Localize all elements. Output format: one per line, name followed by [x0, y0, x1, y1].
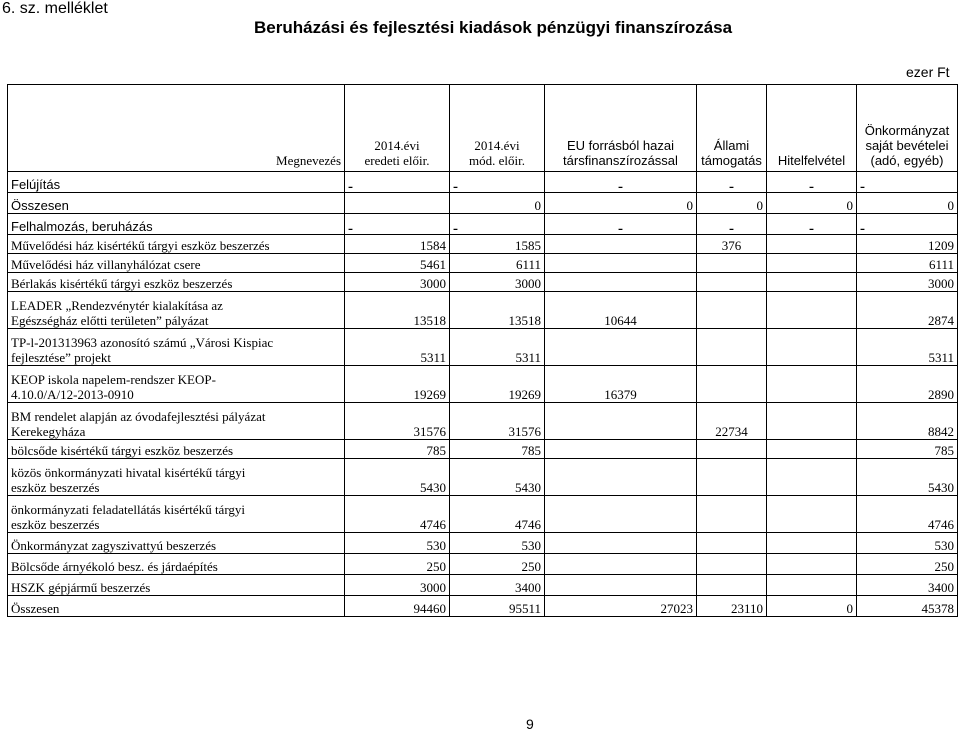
dash-cell: -: [545, 214, 697, 235]
loan-value: [767, 254, 857, 273]
dash-cell: -: [450, 214, 545, 235]
modified-value: 19269: [450, 366, 545, 403]
header-modified-plan: 2014.évi mód. előir.: [450, 85, 545, 172]
state-value: [697, 575, 767, 596]
row-name: KEOP iskola napelem-rendszer KEOP- 4.10.0/A/12-2013-0910: [8, 366, 345, 403]
table-row: [8, 273, 958, 292]
page-number: 9: [526, 716, 534, 732]
total-loan: 0: [767, 596, 857, 617]
original-value: 530: [345, 533, 450, 554]
unit-label: ezer Ft: [906, 64, 950, 80]
loan-value: [767, 273, 857, 292]
loan-value: [767, 292, 857, 329]
row-name: közös önkormányzati hivatal kisértékű tárgyi eszköz beszerzés: [8, 459, 345, 496]
row-name: BM rendelet alapján az óvodafejlesztési pályázat Kerekegyháza: [8, 403, 345, 440]
table-row: [8, 496, 958, 533]
own-value: 250: [857, 554, 958, 575]
table-row: [8, 554, 958, 575]
total-eu: 0: [545, 193, 697, 214]
table-row: [8, 459, 958, 496]
state-value: 376: [697, 235, 767, 254]
own-value: 2874: [857, 292, 958, 329]
loan-value: [767, 459, 857, 496]
dash-cell: -: [767, 214, 857, 235]
total-modified: 95511: [450, 596, 545, 617]
dash-cell: -: [767, 172, 857, 193]
state-value: [697, 459, 767, 496]
loan-value: [767, 329, 857, 366]
table-row: [8, 403, 958, 440]
row-name: önkormányzati feladatellátás kisértékű tárgyi eszköz beszerzés: [8, 496, 345, 533]
table-row: [8, 366, 958, 403]
header-row: [8, 85, 958, 172]
row-name: HSZK gépjármű beszerzés: [8, 575, 345, 596]
eu-value: [545, 459, 697, 496]
state-value: [697, 554, 767, 575]
table-row: [8, 235, 958, 254]
own-value: 1209: [857, 235, 958, 254]
total-loan: 0: [767, 193, 857, 214]
own-value: 4746: [857, 496, 958, 533]
total-modified: 0: [450, 193, 545, 214]
own-value: 5430: [857, 459, 958, 496]
row-name: TP-l-201313963 azonosító számú „Városi Kispiac fejlesztése” projekt: [8, 329, 345, 366]
eu-value: [545, 440, 697, 459]
section-label: Felhalmozás, beruházás: [8, 214, 345, 235]
own-value: 8842: [857, 403, 958, 440]
row-name: Művelődési ház kisértékű tárgyi eszköz beszerzés: [8, 235, 345, 254]
total-eu: 27023: [545, 596, 697, 617]
section-label: Felújítás: [8, 172, 345, 193]
eu-value: [545, 533, 697, 554]
modified-value: 530: [450, 533, 545, 554]
loan-value: [767, 235, 857, 254]
table-row: [8, 254, 958, 273]
loan-value: [767, 496, 857, 533]
eu-value: [545, 273, 697, 292]
modified-value: 785: [450, 440, 545, 459]
dash-cell: -: [345, 172, 450, 193]
financing-table: [7, 84, 958, 617]
loan-value: [767, 440, 857, 459]
row-name: Önkormányzat zagyszivattyú beszerzés: [8, 533, 345, 554]
loan-value: [767, 554, 857, 575]
total-own: 0: [857, 193, 958, 214]
eu-value: 10644: [545, 292, 697, 329]
section-renovation: [8, 172, 958, 193]
own-value: 785: [857, 440, 958, 459]
dash-cell: -: [697, 214, 767, 235]
state-value: [697, 273, 767, 292]
original-value: 5311: [345, 329, 450, 366]
table-row: [8, 440, 958, 459]
eu-value: 16379: [545, 366, 697, 403]
loan-value: [767, 366, 857, 403]
total-original: [345, 193, 450, 214]
row-name: Bölcsőde árnyékoló besz. és járdaépítés: [8, 554, 345, 575]
original-value: 1584: [345, 235, 450, 254]
eu-value: [545, 235, 697, 254]
original-value: 31576: [345, 403, 450, 440]
annex-label: 6. sz. melléklet: [2, 0, 108, 17]
modified-value: 5430: [450, 459, 545, 496]
eu-value: [545, 575, 697, 596]
dash-cell: -: [345, 214, 450, 235]
state-value: [697, 254, 767, 273]
loan-value: [767, 403, 857, 440]
modified-value: 3000: [450, 273, 545, 292]
dash-cell: -: [857, 214, 958, 235]
eu-value: [545, 329, 697, 366]
eu-value: [545, 496, 697, 533]
original-value: 19269: [345, 366, 450, 403]
table-row: [8, 329, 958, 366]
row-name: Művelődési ház villanyhálózat csere: [8, 254, 345, 273]
modified-value: 3400: [450, 575, 545, 596]
total-label: Összesen: [8, 193, 345, 214]
total-state: 0: [697, 193, 767, 214]
original-value: 4746: [345, 496, 450, 533]
state-value: [697, 366, 767, 403]
original-value: 785: [345, 440, 450, 459]
original-value: 13518: [345, 292, 450, 329]
modified-value: 5311: [450, 329, 545, 366]
table-row: [8, 533, 958, 554]
original-value: 5430: [345, 459, 450, 496]
own-value: 2890: [857, 366, 958, 403]
original-value: 3000: [345, 273, 450, 292]
dash-cell: -: [857, 172, 958, 193]
original-value: 5461: [345, 254, 450, 273]
state-value: [697, 329, 767, 366]
state-value: [697, 292, 767, 329]
own-value: 3400: [857, 575, 958, 596]
header-loan: Hitelfelvétel: [767, 85, 857, 172]
modified-value: 6111: [450, 254, 545, 273]
table-row: [8, 575, 958, 596]
original-value: 3000: [345, 575, 450, 596]
state-value: [697, 533, 767, 554]
modified-value: 4746: [450, 496, 545, 533]
dash-cell: -: [697, 172, 767, 193]
modified-value: 31576: [450, 403, 545, 440]
header-name: Megnevezés: [8, 85, 345, 172]
state-value: [697, 496, 767, 533]
table-row: [8, 292, 958, 329]
loan-value: [767, 575, 857, 596]
section-investment: [8, 214, 958, 235]
loan-value: [767, 533, 857, 554]
row-name: bölcsőde kisértékű tárgyi eszköz beszerzés: [8, 440, 345, 459]
total-own: 45378: [857, 596, 958, 617]
eu-value: [545, 403, 697, 440]
modified-value: 250: [450, 554, 545, 575]
eu-value: [545, 254, 697, 273]
header-own-revenue: Önkormányzat saját bevételei (adó, egyéb): [857, 85, 958, 172]
modified-value: 1585: [450, 235, 545, 254]
eu-value: [545, 554, 697, 575]
original-value: 250: [345, 554, 450, 575]
total-original: 94460: [345, 596, 450, 617]
dash-cell: -: [450, 172, 545, 193]
row-name: LEADER „Rendezvénytér kialakítása az Egészségház előtti területen” pályázat: [8, 292, 345, 329]
row-name: Bérlakás kisértékű tárgyi eszköz beszerzés: [8, 273, 345, 292]
renovation-total-row: [8, 193, 958, 214]
header-state-support: Állami támogatás: [697, 85, 767, 172]
header-original-plan: 2014.évi eredeti előir.: [345, 85, 450, 172]
investment-total-row: [8, 596, 958, 617]
own-value: 530: [857, 533, 958, 554]
dash-cell: -: [545, 172, 697, 193]
total-label: Összesen: [8, 596, 345, 617]
own-value: 6111: [857, 254, 958, 273]
modified-value: 13518: [450, 292, 545, 329]
state-value: [697, 440, 767, 459]
header-eu: EU forrásból hazai társfinanszírozással: [545, 85, 697, 172]
state-value: 22734: [697, 403, 767, 440]
total-state: 23110: [697, 596, 767, 617]
own-value: 3000: [857, 273, 958, 292]
page-title: Beruházási és fejlesztési kiadások pénzügyi finanszírozása: [254, 18, 733, 37]
own-value: 5311: [857, 329, 958, 366]
